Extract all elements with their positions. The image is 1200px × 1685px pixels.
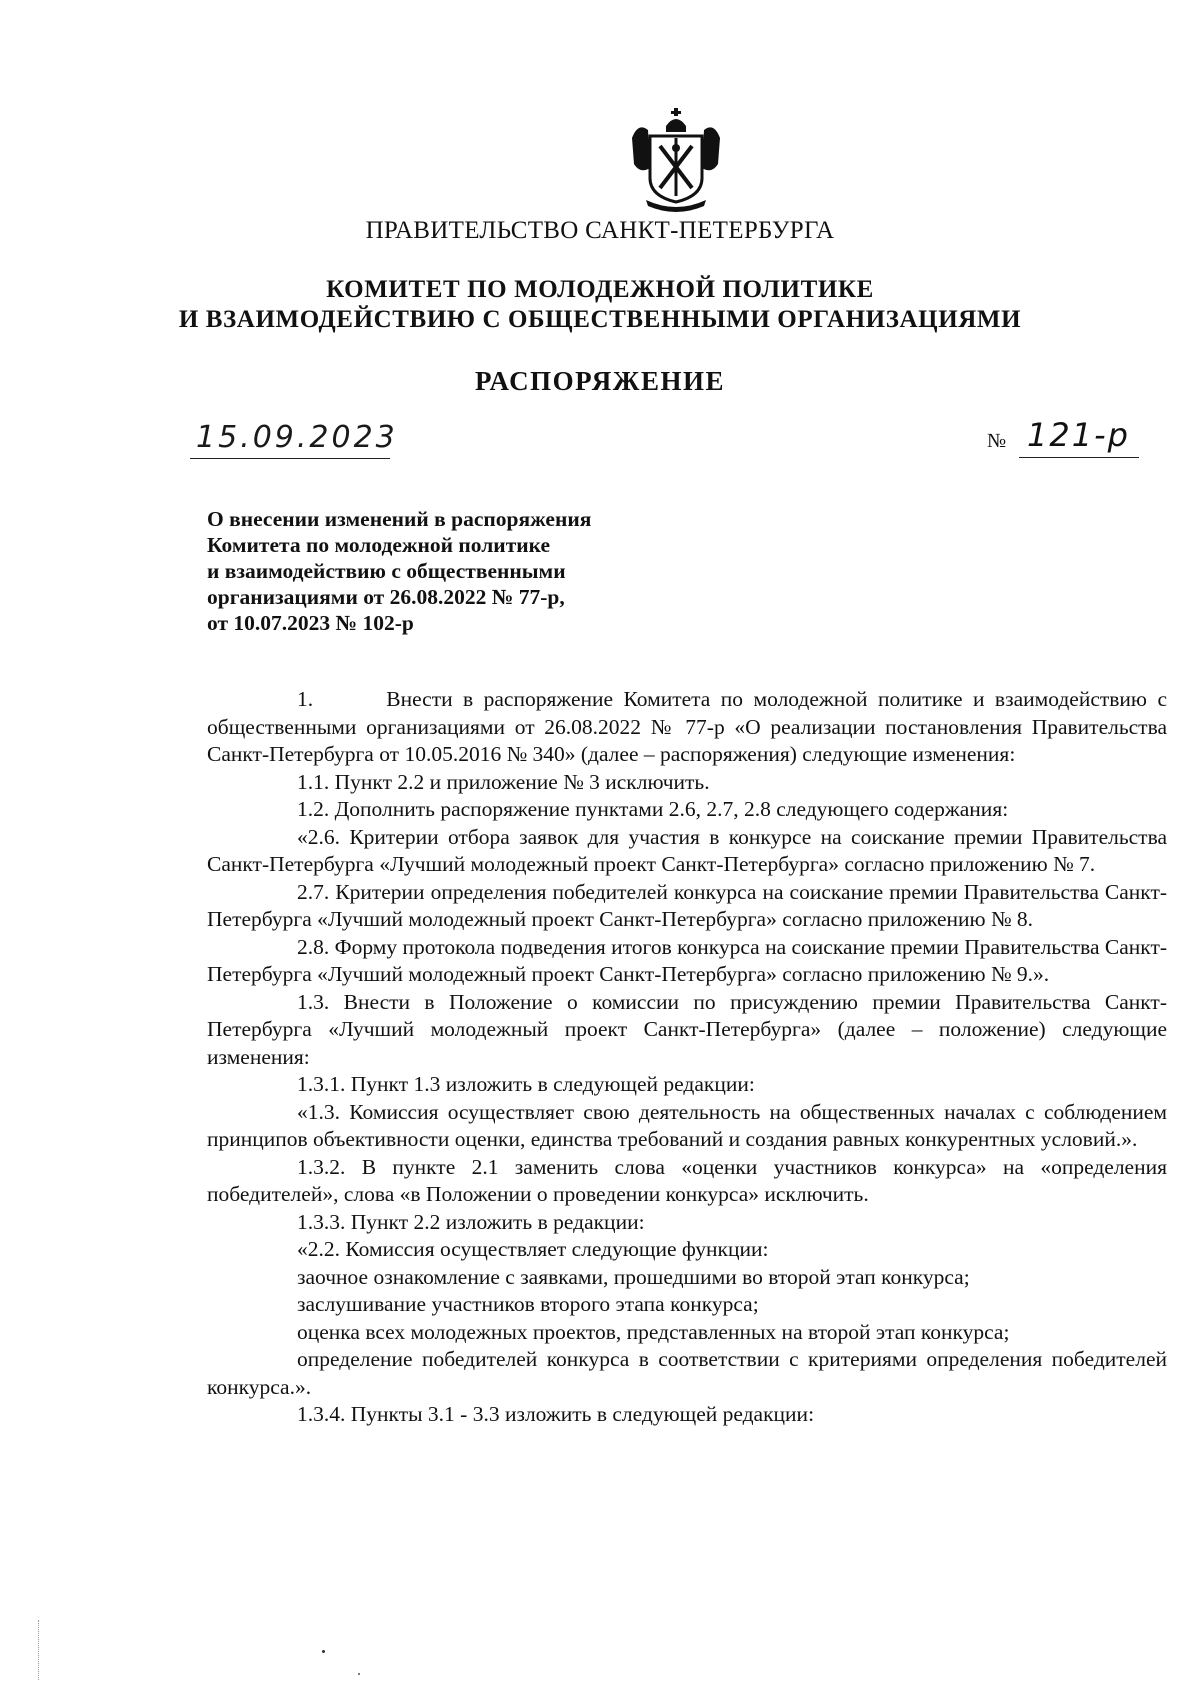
body-paragraph: 1.3.2. В пункте 2.1 заменить слова «оценки участников конкурса» на «определения победителей», слова «в Положении о проведении конкурса» исключить.: [207, 1154, 1167, 1206]
document-body: [207, 686, 1167, 1429]
number-field: [987, 418, 1147, 458]
scan-artifact: [38, 1620, 41, 1680]
document-subject: [207, 506, 687, 636]
number-sign: №: [987, 430, 1007, 452]
body-paragraph: 1.3.4. Пункты 3.1 - 3.3 изложить в следующей редакции:: [297, 1402, 815, 1426]
body-paragraph: 1.2. Дополнить распоряжение пунктами 2.6, 2.7, 2.8 следующего содержания:: [297, 797, 1009, 821]
subject-line: организациями от 26.08.2022 № 77-р,: [207, 585, 565, 609]
body-paragraph: определение победителей конкурса в соответствии с критериями определения победителей конкурса.».: [207, 1347, 1167, 1399]
body-paragraph: «2.6. Критерии отбора заявок для участия в конкурсе на соискание премии Правительства Санкт-Петербурга «Лучший молодежный проект Санкт-Петербурга» согласно приложению № 7.: [207, 824, 1167, 876]
body-paragraph: «2.2. Комиссия осуществляет следующие функции:: [297, 1237, 769, 1261]
body-paragraph: заочное ознакомление с заявками, прошедшими во второй этап конкурса;: [297, 1264, 970, 1289]
body-paragraph: 1.1. Пункт 2.2 и приложение № 3 исключить.: [297, 769, 710, 794]
body-paragraph: 1.3.3. Пункт 2.2 изложить в редакции:: [297, 1209, 645, 1234]
subject-line: Комитета по молодежной политике: [207, 533, 551, 557]
committee-name: [0, 275, 1200, 335]
body-paragraph: 1. Внести в распоряжение Комитета по молодежной политике и взаимодействию с общественными организациями от 26.08.2022 № 77-р «О реализации постановления Правительства Санкт-Петербурга от 10.05.2016 № 340» (далее – распоряжения) следующие изменения:: [207, 687, 1167, 766]
date-field: [190, 418, 398, 459]
body-paragraph: 2.8. Форму протокола подведения итогов конкурса на соискание премии Правительства Санкт-Петербурга «Лучший молодежный проект Санкт-Петербурга» согласно приложению № 9.».: [207, 934, 1168, 986]
subject-line: и взаимодействию с общественными: [207, 559, 566, 583]
body-paragraph: оценка всех молодежных проектов, представленных на второй этап конкурса;: [297, 1319, 1010, 1344]
spb-coat-of-arms-icon: [628, 108, 724, 212]
scan-speck: [322, 1650, 325, 1653]
subject-line: от 10.07.2023 № 102-р: [207, 611, 414, 635]
committee-name-line2: И ВЗАИМОДЕЙСТВИЮ С ОБЩЕСТВЕННЫМИ ОРГАНИЗАЦИЯМИ: [178, 306, 1022, 333]
document-date: 15.09.2023: [196, 420, 398, 455]
scan-speck: [358, 1673, 360, 1675]
number-underline: [1019, 457, 1139, 458]
document-number: 121-р: [1027, 416, 1130, 454]
body-paragraph: 2.7. Критерии определения победителей конкурса на соискание премии Правительства Санкт-Петербурга «Лучший молодежный проект Санкт-Петербурга» согласно приложению № 8.: [207, 879, 1167, 931]
document-type: РАСПОРЯЖЕНИЕ: [474, 366, 726, 396]
body-paragraph: 1.3.1. Пункт 1.3 изложить в следующей редакции:: [297, 1072, 755, 1096]
body-paragraph: «1.3. Комиссия осуществляет свою деятельность на общественных началах с соблюдением принципов объективности оценки, единства требований и создания равных конкурентных условий.».: [207, 1099, 1167, 1151]
body-paragraph: 1.3. Внести в Положение о комиссии по присуждению премии Правительства Санкт-Петербурга «Лучший молодежный проект Санкт-Петербурга» (далее – положение) следующие изменения:: [207, 989, 1167, 1069]
subject-line: О внесении изменений в распоряжения: [207, 507, 592, 531]
government-title: ПРАВИТЕЛЬСТВО САНКТ-ПЕТЕРБУРГА: [365, 217, 835, 244]
body-paragraph: заслушивание участников второго этапа конкурса;: [297, 1292, 759, 1316]
committee-name-line1: КОМИТЕТ ПО МОЛОДЕЖНОЙ ПОЛИТИКЕ: [326, 276, 874, 303]
